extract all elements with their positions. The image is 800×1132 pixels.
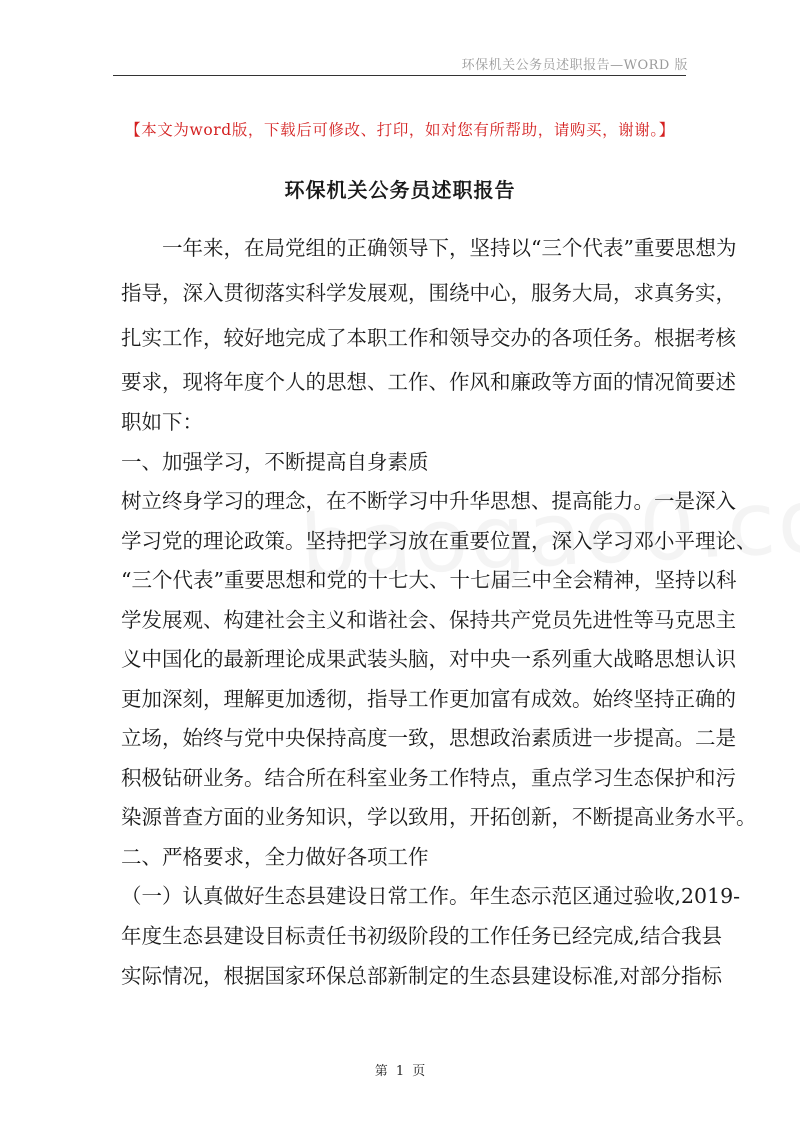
download-notice: 【本文为word版，下载后可修改、打印，如对您有所帮助，请购买，谢谢。】	[125, 121, 675, 139]
body-line: 染源普查方面的业务知识，学以致用，开拓创新，不断提高业务水平。	[121, 805, 757, 829]
body-line: 学发展观、构建社会主义和谐社会、保持共产党员先进性等马克思主	[121, 608, 736, 632]
body-line: （一）认真做好生态县建设日常工作。年生态示范区通过验收,2019-	[121, 884, 741, 908]
section-heading: 二、严格要求，全力做好各项工作	[121, 845, 429, 869]
body-line: 立场，始终与党中央保持高度一致，思想政治素质进一步提高。二是	[121, 726, 736, 750]
body-line: 一年来，在局党组的正确领导下，坚持以“三个代表”重要思想为	[121, 236, 737, 260]
document-title: 环保机关公务员述职报告	[284, 178, 516, 202]
body-line: 指导，深入贯彻落实科学发展观，围绕中心，服务大局，求真务实，	[121, 281, 736, 305]
body-line: “三个代表”重要思想和党的十七大、十七届三中全会精神，坚持以科	[121, 568, 737, 592]
page-number: 1	[395, 1064, 405, 1079]
body-line: 积极钻研业务。结合所在科室业务工作特点，重点学习生态保护和污	[121, 766, 736, 790]
page-footer	[0, 1060, 800, 1079]
body-line: 年度生态县建设目标责任书初级阶段的工作任务已经完成,结合我县	[121, 924, 723, 948]
body-line: 学习党的理论政策。坚持把学习放在重要位置，深入学习邓小平理论、	[121, 529, 757, 553]
body-line: 义中国化的最新理论成果武装头脑，对中央一系列重大战略思想认识	[121, 647, 736, 671]
body-line: 扎实工作，较好地完成了本职工作和领导交办的各项任务。根据考核	[121, 326, 736, 350]
section-heading: 一、加强学习，不断提高自身素质	[121, 450, 429, 474]
page-suffix: 页	[412, 1064, 426, 1079]
header-divider	[113, 75, 686, 76]
body-line: 要求，现将年度个人的思想、工作、作风和廉政等方面的情况简要述	[121, 370, 736, 394]
page-prefix: 第	[374, 1064, 388, 1079]
body-line: 更加深刻，理解更加透彻，指导工作更加富有成效。始终坚持正确的	[121, 687, 736, 711]
body-line: 树立终身学习的理念，在不断学习中升华思想、提高能力。一是深入	[121, 489, 736, 513]
body-line: 实际情况，根据国家环保总部新制定的生态县建设标准,对部分指标	[121, 964, 723, 988]
body-line: 职如下：	[121, 410, 203, 434]
running-header: 环保机关公务员述职报告—WORD 版	[461, 58, 688, 73]
